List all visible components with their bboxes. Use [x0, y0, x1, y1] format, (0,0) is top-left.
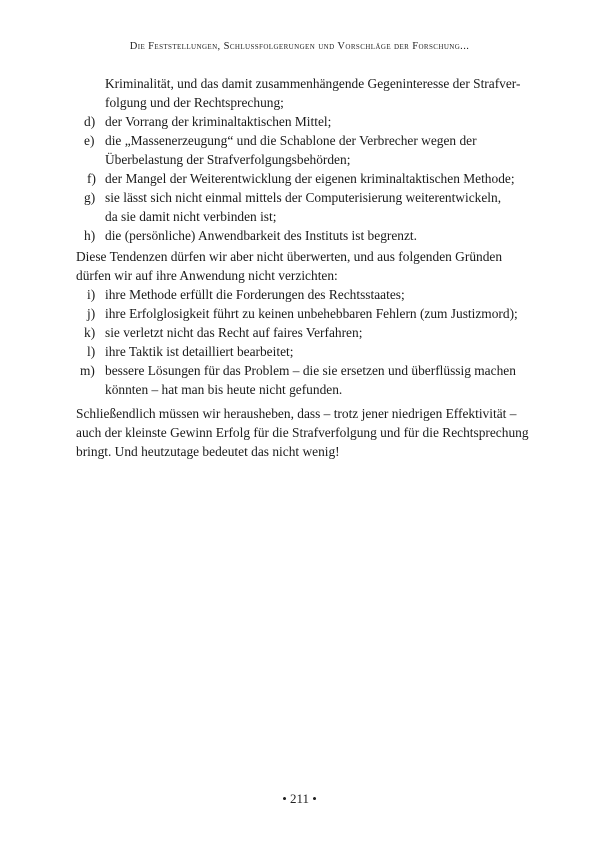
list-continuation — [76, 74, 530, 245]
list-item-d — [76, 112, 530, 131]
list-marker: k) — [84, 325, 96, 340]
running-head: Die Feststellungen, Schlussfolgerungen und Vorschläge der Forschung... — [129, 41, 470, 52]
text-line: die „Massenerzeugung“ und die Schablone der Verbrecher wegen der — [105, 133, 477, 148]
text-line: könnten – hat man bis heute nicht gefunden. — [105, 382, 343, 397]
paragraph-intro — [76, 247, 530, 285]
list-item-f — [76, 169, 530, 188]
list-item-i — [76, 285, 530, 304]
list-marker: i) — [87, 287, 96, 302]
text-line: ihre Erfolglosigkeit führt zu keinen unbehebbaren Fehlern (zum Justizmord); — [105, 306, 518, 321]
text-line: der Vorrang der kriminaltaktischen Mittel; — [105, 114, 332, 129]
text-line: Diese Tendenzen dürfen wir aber nicht überwerten, und aus folgenden Gründen — [76, 249, 503, 264]
text-line: dürfen wir auf ihre Anwendung nicht verzichten: — [76, 268, 338, 283]
text-line: sie lässt sich nicht einmal mittels der Computerisierung weiterentwickeln, — [105, 190, 502, 205]
list-marker: h) — [84, 228, 96, 243]
list-item-k — [76, 323, 530, 342]
text-line: bringt. Und heutzutage bedeutet das nicht wenig! — [76, 444, 340, 459]
list-marker: m) — [80, 363, 95, 378]
list-marker: e) — [84, 133, 95, 148]
paragraph-reasons — [76, 247, 530, 399]
list-item-e — [76, 131, 530, 169]
list-marker: l) — [87, 344, 96, 359]
list-marker: g) — [84, 190, 96, 205]
text-line: sie verletzt nicht das Recht auf faires Verfahren; — [105, 325, 363, 340]
text-line: auch der kleinste Gewinn Erfolg für die Strafverfolgung und für die Rechtsprechung — [76, 425, 529, 440]
text-line: der Mangel der Weiterentwicklung der eigenen kriminaltaktischen Methode; — [105, 171, 515, 186]
text-line: bessere Lösungen für das Problem – die sie ersetzen und überflüssig machen — [105, 363, 516, 378]
text-line: da sie damit nicht verbinden ist; — [105, 209, 277, 224]
text-line: folgung und der Rechtsprechung; — [105, 95, 284, 110]
list-item-j — [76, 304, 530, 323]
list-item-l — [76, 342, 530, 361]
page-number: • 211 • — [282, 791, 317, 806]
list-marker: f) — [87, 171, 96, 186]
text-line: Schließendlich müssen wir herausheben, dass – trotz jener niedrigen Effektivität – — [76, 406, 517, 421]
list-marker: j) — [87, 306, 96, 321]
list-item-h — [76, 226, 530, 245]
text-line: Kriminalität, und das damit zusammenhängende Gegeninteresse der Strafver- — [105, 76, 521, 91]
text-line: Überbelastung der Strafverfolgungsbehörden; — [105, 152, 351, 167]
list-marker: d) — [84, 114, 96, 129]
paragraph-text — [76, 404, 530, 461]
paragraph-conclusion — [76, 404, 530, 461]
list-item-g — [76, 188, 530, 226]
text-line: die (persönliche) Anwendbarkeit des Instituts ist begrenzt. — [105, 228, 417, 243]
text-line: ihre Methode erfüllt die Forderungen des Rechtsstaates; — [105, 287, 405, 302]
list-item-continued — [76, 74, 530, 112]
list-item-m — [76, 361, 530, 399]
text-line: ihre Taktik ist detailliert bearbeitet; — [105, 344, 294, 359]
